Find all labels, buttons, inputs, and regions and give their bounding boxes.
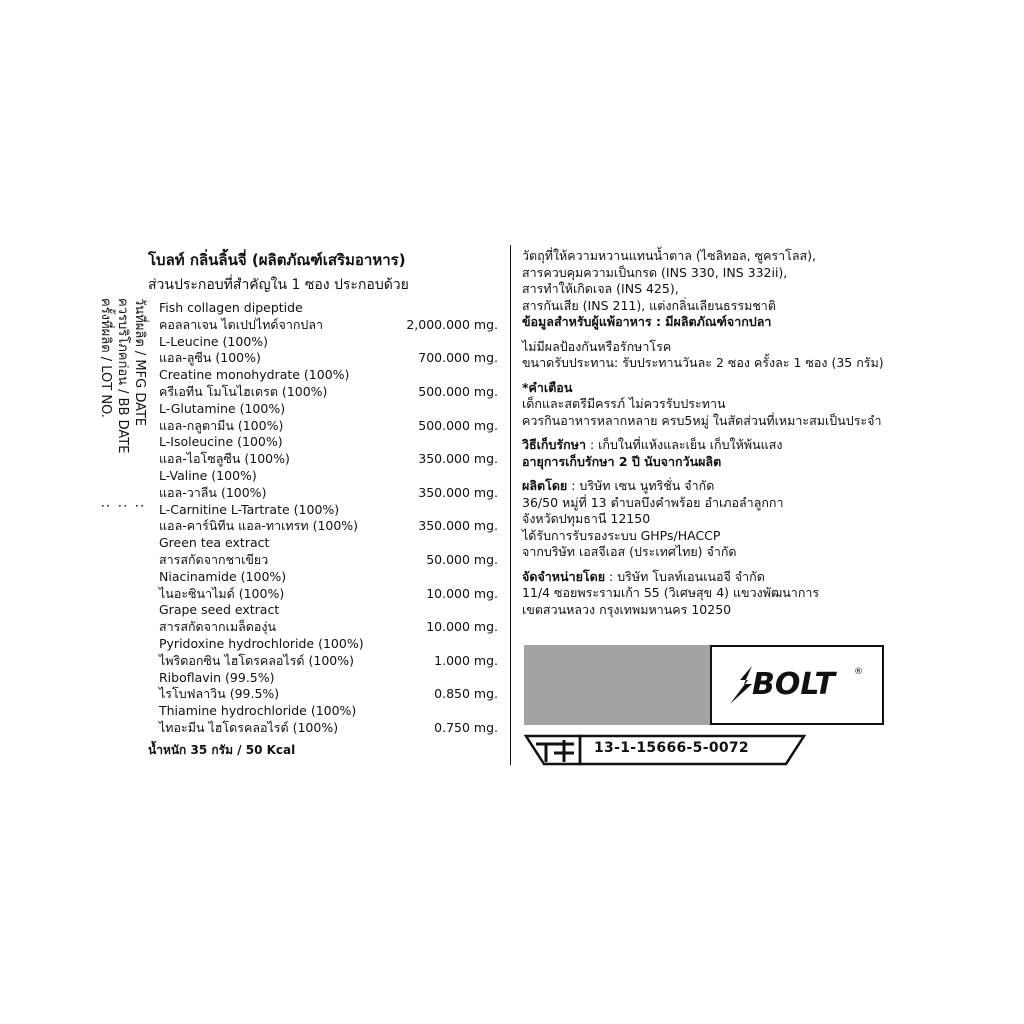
mfg-date-row <box>131 298 148 508</box>
bb-date-row <box>114 298 131 508</box>
ingredient-list <box>148 300 504 737</box>
distributor-info <box>522 569 962 586</box>
ingredient-th: ไรโบฟลาวิน (99.5%) <box>159 686 280 702</box>
ingredient-th: แอล-วาลีน (100%) <box>159 484 267 500</box>
ingredient-en: L-Isoleucine (100%) <box>159 434 283 450</box>
ingredient-amount: 10.000 mg. <box>426 585 498 601</box>
ingredient-item <box>159 502 504 536</box>
ingredient-amount: 350.000 mg. <box>418 518 498 534</box>
ingredient-amount: 0.850 mg. <box>434 686 498 702</box>
ingredient-th: แอล-ลูซีน (100%) <box>159 350 261 366</box>
ingredient-en: Niacinamide (100%) <box>159 568 287 584</box>
ingredient-amount: 500.000 mg. <box>418 383 498 399</box>
storage-label: วิธีเก็บรักษา <box>522 437 586 452</box>
column-divider <box>510 245 511 765</box>
net-weight: น้ำหนัก 35 กรัม / 50 Kcal <box>148 742 296 757</box>
ingredient-en: L-Carnitine L-Tartrate (100%) <box>159 501 340 517</box>
ingredient-item <box>159 334 504 368</box>
additives-line: วัตถุที่ให้ความหวานแทนน้ำตาล (ไซลิทอล, ซูคราโลส), <box>522 248 817 263</box>
ingredient-th: ไนอะซินาไมด์ (100%) <box>159 585 285 601</box>
ingredient-item <box>159 468 504 502</box>
distributor-name: : บริษัท โบลท์เอนเนอจี จำกัด <box>605 568 765 584</box>
distributor-label: จัดจำหน่ายโดย <box>522 568 606 584</box>
date-lot-labels <box>58 298 148 508</box>
no-cure-notice: ไม่มีผลป้องกันหรือรักษาโรค <box>522 338 672 354</box>
ingredient-item <box>159 602 504 636</box>
allergy-info: ข้อมูลสำหรับผู้แพ้อาหาร : มีผลิตภัณฑ์จากปลา <box>522 314 772 329</box>
distributor-address: 11/4 ซอยพระรามเก้า 55 (วิเศษสุข 4) แขวงพัฒนาการ <box>522 585 820 600</box>
additives-line: สารกันเสีย (INS 211), แต่งกลิ่นเลียนธรรมชาติ <box>522 297 776 313</box>
ingredient-item <box>159 636 504 670</box>
ingredient-item <box>159 401 504 435</box>
product-title: โบลท์ กลิ่นลิ้นจี่ (ผลิตภัณฑ์เสริมอาหาร) <box>148 251 406 269</box>
ingredient-amount: 700.000 mg. <box>418 350 498 366</box>
bb-date-colon: : <box>115 503 130 508</box>
ingredient-amount: 50.000 mg. <box>426 551 498 567</box>
registered-mark: ® <box>854 667 863 677</box>
ingredient-item <box>159 367 504 401</box>
lot-no-row <box>97 298 114 508</box>
ingredient-th: แอล-คาร์นิทีน แอล-ทาเทรท (100%) <box>159 518 359 534</box>
ingredient-amount: 350.000 mg. <box>418 451 498 467</box>
ingredient-amount: 0.750 mg. <box>434 719 498 735</box>
ingredient-en: L-Valine (100%) <box>159 467 257 483</box>
bolt-logo <box>710 645 884 725</box>
manufacturer-name: : บริษัท เซน นูทริชั่น จำกัด <box>567 478 715 493</box>
ingredient-amount: 1.000 mg. <box>434 652 498 668</box>
additives-line: สารทำให้เกิดเจล (INS 425), <box>522 281 679 296</box>
ingredient-th: ไพริดอกซิน ไฮโดรคลอไรด์ (100%) <box>159 652 355 668</box>
warning-line: ควรกินอาหารหลากหลาย ครบ5หมู่ ในสัดส่วนที่เหมาะสมเป็นประจำ <box>522 412 882 428</box>
ingredient-amount: 350.000 mg. <box>418 484 498 500</box>
certification: จากบริษัท เอสจีเอส (ประเทศไทย) จำกัด <box>522 544 737 559</box>
ingredient-item <box>159 703 504 737</box>
warning-title: *คำเตือน <box>522 379 573 395</box>
ingredient-item <box>159 434 504 468</box>
ingredient-th: แอล-ไอโซลูซีน (100%) <box>159 451 290 467</box>
ingredient-en: Thiamine hydrochloride (100%) <box>159 703 357 719</box>
fda-registration-number: 13-1-15666-5-0072 <box>594 740 749 756</box>
shelf-life: อายุการเก็บรักษา 2 ปี นับจากวันผลิต <box>522 453 722 469</box>
ingredient-th: ครีเอทีน โมโนไฮเดรต (100%) <box>159 383 328 399</box>
info-panel <box>522 248 962 618</box>
ingredient-item <box>159 535 504 569</box>
manufacturer-info <box>522 478 962 495</box>
dosage-info: ขนาดรับประทาน: รับประทานวันละ 2 ซอง ครั้งละ 1 ซอง (35 กรัม) <box>522 355 884 370</box>
gray-block <box>524 645 710 725</box>
ingredient-item <box>159 670 504 704</box>
ingredient-en: Pyridoxine hydrochloride (100%) <box>159 635 364 651</box>
certification: ได้รับการรับรองระบบ GHPs/HACCP <box>522 527 721 543</box>
ingredient-item <box>159 569 504 603</box>
ingredient-th: แอล-กลูตามีน (100%) <box>159 417 284 433</box>
ingredient-en: Riboflavin (99.5%) <box>159 669 275 685</box>
storage-text: : เก็บในที่แห้งและเย็น เก็บให้พ้นแสง <box>585 437 783 452</box>
ingredients-panel <box>148 248 504 760</box>
storage-info <box>522 437 962 454</box>
manufacturer-address: 36/50 หมู่ที่ 13 ตำบลบึงคำพร้อย อำเภอลำลูกกา <box>522 494 784 510</box>
ingredient-amount: 500.000 mg. <box>418 417 498 433</box>
lot-no-label: ครั้งที่ผลิต / LOT NO. <box>98 298 113 418</box>
mfg-date-colon: : <box>132 503 147 508</box>
ingredient-en: Grape seed extract <box>159 602 280 618</box>
ingredient-en: L-Leucine (100%) <box>159 333 269 349</box>
warning-line: เด็กและสตรีมีครรภ์ ไม่ควรรับประทาน <box>522 396 726 411</box>
ingredient-th: สารสกัดจากเมล็ดองุ่น <box>159 619 277 635</box>
bolt-logo-icon <box>722 660 872 710</box>
brand-logo-box <box>524 645 884 725</box>
distributor-address: เขตสวนหลวง กรุงเทพมหานคร 10250 <box>522 601 732 617</box>
ingredients-heading: ส่วนประกอบที่สำคัญใน 1 ซอง ประกอบด้วย <box>148 277 409 293</box>
ingredient-en: Fish collagen dipeptide <box>159 300 303 315</box>
ingredient-th: คอลลาเจน ไดเปปไทด์จากปลา <box>159 316 324 332</box>
ingredient-item <box>159 300 504 334</box>
bb-date-label: ควรบริโภคก่อน / BB DATE <box>115 298 130 454</box>
manufacturer-label: ผลิตโดย <box>522 478 568 493</box>
ingredient-th: ไทอะมีน ไฮโดรคลอไรด์ (100%) <box>159 719 339 735</box>
ingredient-amount: 10.000 mg. <box>426 619 498 635</box>
ingredient-en: L-Glutamine (100%) <box>159 400 286 416</box>
ingredient-en: Green tea extract <box>159 535 270 551</box>
lot-no-colon: : <box>98 503 113 508</box>
manufacturer-address: จังหวัดปทุมธานี 12150 <box>522 511 651 526</box>
ingredient-en: Creatine monohydrate (100%) <box>159 367 350 383</box>
mfg-date-label: วันที่ผลิต / MFG DATE <box>132 298 147 427</box>
logo-text: BOLT <box>752 667 835 702</box>
additives-line: สารควบคุมความเป็นกรด (INS 330, INS 332ii), <box>522 264 788 280</box>
ingredient-th: สารสกัดจากชาเขียว <box>159 551 269 567</box>
ingredient-amount: 2,000.000 mg. <box>406 316 498 332</box>
